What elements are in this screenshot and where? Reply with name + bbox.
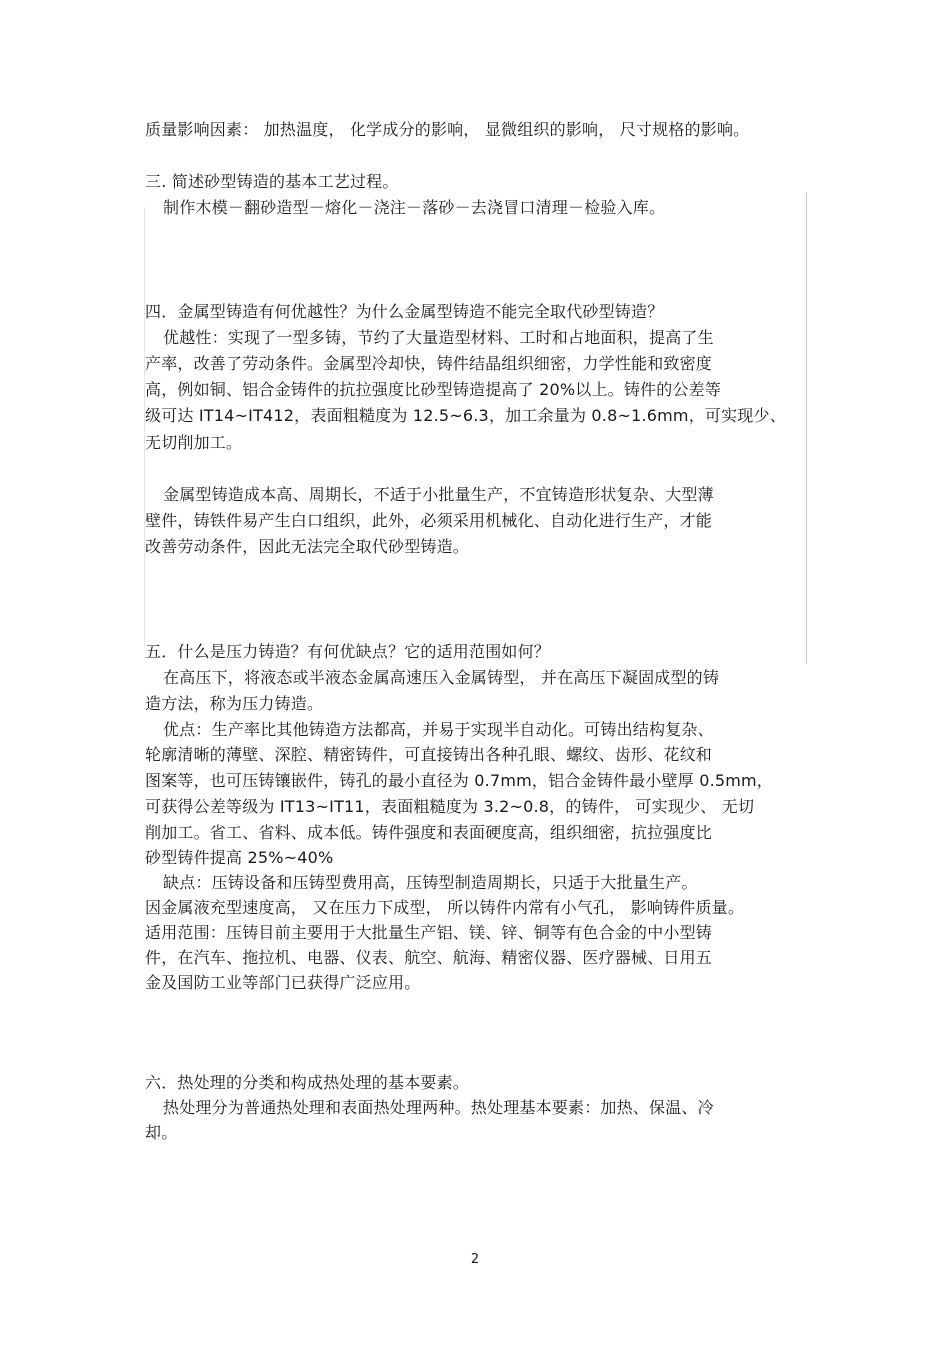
text-line: 热处理分为普通热处理和表面热处理两种。热处理基本要素：加热、保温、冷 bbox=[163, 1098, 714, 1117]
page-left-rule bbox=[144, 207, 145, 647]
section-heading-4: 四．金属型铸造有何优越性？为什么金属型铸造不能完全取代砂型铸造？ bbox=[145, 302, 664, 321]
text-line: 轮廓清晰的薄壁、深腔、精密铸件，可直接铸出各种孔眼、螺纹、齿形、花纹和 bbox=[145, 745, 713, 764]
text-line: 在高压下，将液态或半液态金属高速压入金属铸型， 并在高压下凝固成型的铸 bbox=[163, 668, 720, 687]
text-line: 金属型铸造成本高、周期长，不适于小批量生产，不宜铸造形状复杂、大型薄 bbox=[163, 485, 714, 504]
text-line: 造方法，称为压力铸造。 bbox=[145, 694, 324, 713]
text-line: 缺点：压铸设备和压铸型费用高，压铸型制造周期长，只适于大批量生产。 bbox=[163, 873, 698, 892]
text-line: 可获得公差等级为 IT13~IT11，表面粗糙度为 3.2~0.8，的铸件， 可实现少、 无切 bbox=[145, 797, 755, 816]
text-line: 优越性：实现了一型多铸，节约了大量造型材料、工时和占地面积，提高了生 bbox=[163, 328, 714, 347]
text-line: 无切削加工。 bbox=[145, 433, 243, 452]
section-heading-3: 三. 简述砂型铸造的基本工艺过程。 bbox=[145, 172, 399, 191]
text-line: 高，例如铜、铝合金铸件的抗拉强度比砂型铸造提高了 20%以上。铸件的公差等 bbox=[145, 380, 722, 399]
text-line: 制作木模－翻砂造型－熔化－浇注－落砂－去浇冒口清理－检验入库。 bbox=[163, 198, 666, 217]
section-heading-6: 六．热处理的分类和构成热处理的基本要素。 bbox=[145, 1073, 470, 1092]
page-vertical-rule bbox=[806, 192, 807, 664]
text-line: 改善劳动条件，因此无法完全取代砂型铸造。 bbox=[145, 537, 470, 556]
text-line: 质量影响因素： 加热温度， 化学成分的影响， 显微组织的影响， 尺寸规格的影响。 bbox=[145, 120, 750, 139]
text-line: 件，在汽车、拖拉机、电器、仪表、航空、航海、精密仪器、医疗器械、日用五 bbox=[145, 948, 713, 967]
text-line: 因金属液充型速度高， 又在压力下成型， 所以铸件内常有小气孔， 影响铸件质量。 bbox=[145, 898, 745, 917]
text-line: 金及国防工业等部门已获得广泛应用。 bbox=[145, 973, 421, 992]
text-line: 图案等，也可压铸镶嵌件，铸孔的最小直径为 0.7mm，铝合金铸件最小壁厚 0.5mm， bbox=[145, 771, 774, 790]
text-line: 削加工。省工、省料、成本低。铸件强度和表面硬度高，组织细密，抗拉强度比 bbox=[145, 823, 713, 842]
text-line: 优点：生产率比其他铸造方法都高，并易于实现半自动化。可铸出结构复杂、 bbox=[163, 720, 714, 739]
text-line: 产率，改善了劳动条件。金属型冷却快，铸件结晶组织细密，力学性能和致密度 bbox=[145, 354, 713, 373]
text-line: 却。 bbox=[145, 1123, 178, 1142]
text-line: 适用范围：压铸目前主要用于大批量生产铝、镁、锌、铜等有色合金的中小型铸 bbox=[145, 923, 713, 942]
text-line: 级可达 IT14~IT412，表面粗糙度为 12.5~6.3，加工余量为 0.8~1.6mm，可实现少、 bbox=[145, 406, 786, 425]
page-number: 2 bbox=[470, 1252, 480, 1267]
section-heading-5: 五．什么是压力铸造？有何优缺点？它的适用范围如何？ bbox=[145, 642, 551, 661]
text-line: 砂型铸件提高 25%~40% bbox=[145, 848, 334, 867]
text-line: 壁件，铸铁件易产生白口组织，此外，必须采用机械化、自动化进行生产，才能 bbox=[145, 511, 713, 530]
